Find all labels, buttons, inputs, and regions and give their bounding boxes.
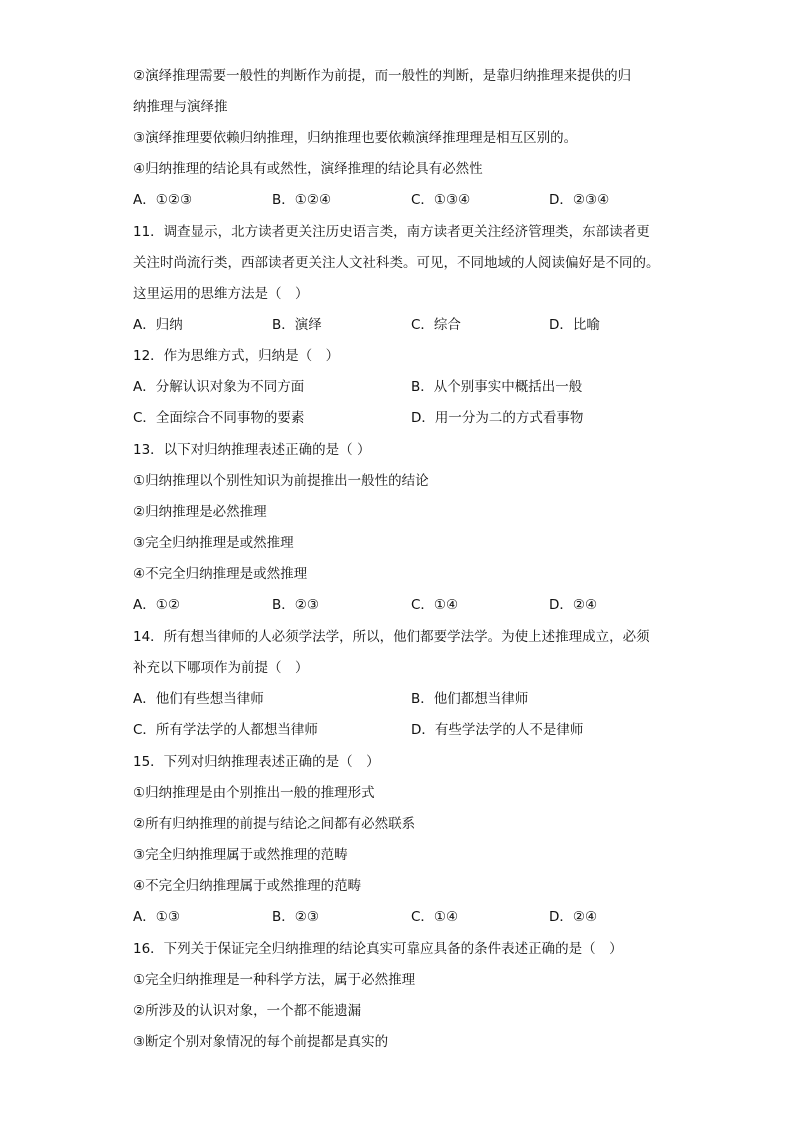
q10-option-b: B．①②④ bbox=[272, 192, 332, 208]
q13-stem: 13．以下对归纳推理表述正确的是（ ） bbox=[133, 442, 371, 458]
q11-option-b: B．演绎 bbox=[272, 317, 322, 333]
q10-statement-2-line1: ②演绎推理需要一般性的判断作为前提，而一般性的判断，是靠归纳推理来提供的归 bbox=[133, 68, 632, 84]
q12-stem: 12．作为思维方式，归纳是（ ） bbox=[133, 348, 340, 364]
q13-option-d: D．②④ bbox=[549, 597, 598, 613]
q10-option-d: D．②③④ bbox=[549, 192, 610, 208]
q13-option-a: A．①② bbox=[133, 597, 180, 613]
q10-statement-3: ③演绎推理要依赖归纳推理，归纳推理也要依赖演绎推理理是相互区别的。 bbox=[133, 130, 578, 146]
q15-option-a: A．①③ bbox=[133, 909, 180, 925]
q14-stem-line2: 补充以下哪项作为前提（ ） bbox=[133, 660, 309, 676]
q11-stem-line2: 关注时尚流行类，西部读者更关注人文社科类。可见，不同地域的人阅读偏好是不同的。 bbox=[133, 255, 660, 271]
q10-statement-2-line2: 纳推理与演绎推 bbox=[133, 99, 228, 115]
q15-item-4: ④不完全归纳推理属于或然推理的范畴 bbox=[133, 878, 362, 894]
q14-option-a: A．他们有些想当律师 bbox=[133, 691, 264, 707]
q11-stem-line3: 这里运用的思维方法是（ ） bbox=[133, 286, 309, 302]
q15-option-b: B．②③ bbox=[272, 909, 319, 925]
q13-option-b: B．②③ bbox=[272, 597, 319, 613]
q12-option-a: A．分解认识对象为不同方面 bbox=[133, 379, 305, 395]
q15-item-2: ②所有归纳推理的前提与结论之间都有必然联系 bbox=[133, 816, 416, 832]
q13-option-c: C．①④ bbox=[411, 597, 459, 613]
q15-option-d: D．②④ bbox=[549, 909, 598, 925]
q10-option-a: A．①②③ bbox=[133, 192, 193, 208]
q12-option-c: C．全面综合不同事物的要素 bbox=[133, 410, 305, 426]
q10-statement-4: ④归纳推理的结论具有或然性，演绎推理的结论具有必然性 bbox=[133, 161, 483, 177]
q12-option-d: D．用一分为二的方式看事物 bbox=[411, 410, 584, 426]
q13-item-4: ④不完全归纳推理是或然推理 bbox=[133, 566, 308, 582]
q15-item-1: ①归纳推理是由个别推出一般的推理形式 bbox=[133, 785, 375, 801]
q14-stem-line1: 14．所有想当律师的人必须学法学，所以，他们都要学法学。为使上述推理成立，必须 bbox=[133, 629, 650, 645]
q15-option-c: C．①④ bbox=[411, 909, 459, 925]
q14-option-d: D．有些学法学的人不是律师 bbox=[411, 722, 584, 738]
q11-stem-line1: 11．调查显示，北方读者更关注历史语言类，南方读者更关注经济管理类，东部读者更 bbox=[133, 224, 650, 240]
q14-option-b: B．他们都想当律师 bbox=[411, 691, 529, 707]
q13-item-2: ②归纳推理是必然推理 bbox=[133, 504, 267, 520]
q16-item-3: ③断定个别对象情况的每个前提都是真实的 bbox=[133, 1034, 389, 1050]
q11-option-d: D．比喻 bbox=[549, 317, 600, 333]
q12-option-b: B．从个别事实中概括出一般 bbox=[411, 379, 583, 395]
q10-option-c: C．①③④ bbox=[411, 192, 471, 208]
q14-option-c: C．所有学法学的人都想当律师 bbox=[133, 722, 318, 738]
q11-option-a: A．归纳 bbox=[133, 317, 183, 333]
q11-option-c: C．综合 bbox=[411, 317, 461, 333]
q16-stem: 16．下列关于保证完全归纳推理的结论真实可靠应具备的条件表述正确的是（ ） bbox=[133, 941, 623, 957]
q13-item-1: ①归纳推理以个别性知识为前提推出一般性的结论 bbox=[133, 473, 429, 489]
q13-item-3: ③完全归纳推理是或然推理 bbox=[133, 535, 294, 551]
q16-item-2: ②所涉及的认识对象，一个都不能遗漏 bbox=[133, 1003, 362, 1019]
q15-stem: 15．下列对归纳推理表述正确的是（ ） bbox=[133, 754, 380, 770]
q15-item-3: ③完全归纳推理属于或然推理的范畴 bbox=[133, 847, 348, 863]
q16-item-1: ①完全归纳推理是一种科学方法，属于必然推理 bbox=[133, 972, 416, 988]
